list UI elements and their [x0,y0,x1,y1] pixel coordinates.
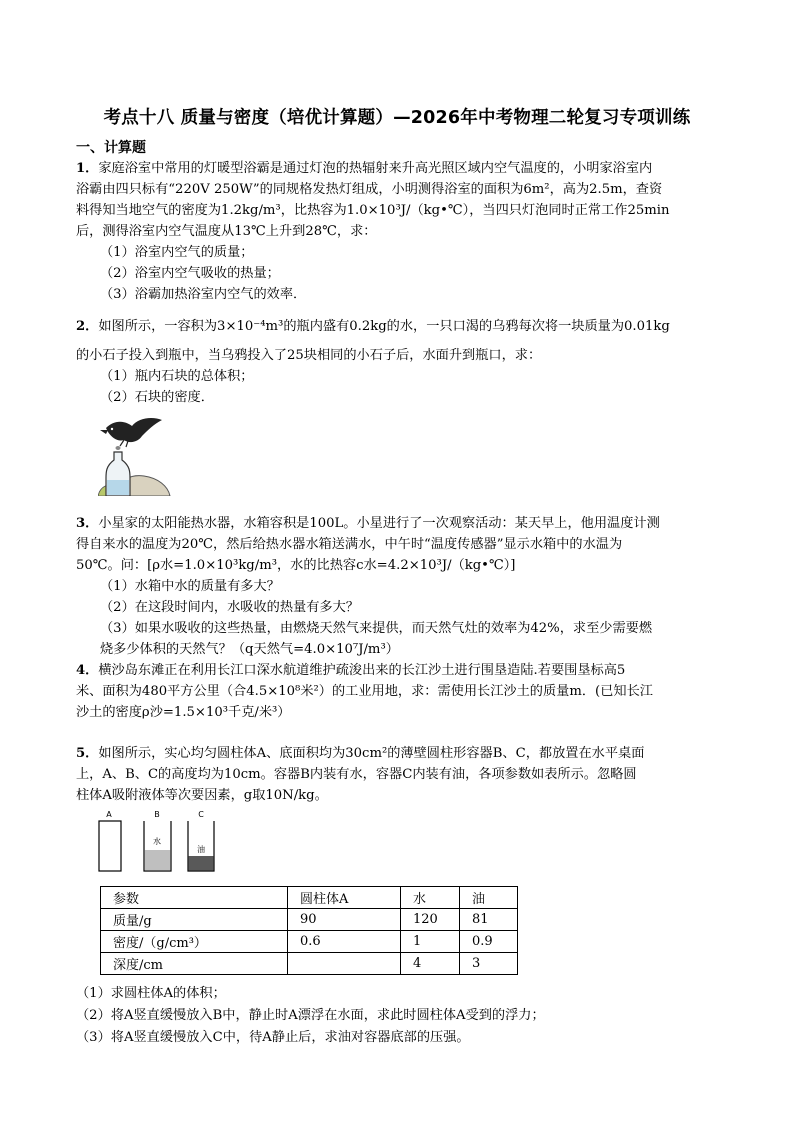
q2-sub-2: （2）石块的密度． [100,390,214,405]
table-cell: 0.9 [460,931,518,953]
table-header-cell: 圆柱体A [288,887,401,909]
table-cell [288,953,401,975]
q1-line-4: 后，测得浴室内空气温度从13℃上升到28℃，求： [76,224,377,239]
q5-line-3: 柱体A吸附液体等次要因素，g取10N/kg。 [76,788,328,803]
q3-line-1 [76,513,660,534]
table-cell: 120 [401,909,460,931]
q5-line-1 [76,743,644,764]
containers-figure [96,808,226,874]
q4-line-2: 米、面积为480平方公里（合4.5×10⁸米²）的工业用地，求：需使用长江沙土的质量m．(已知长江 [76,684,653,699]
q2-text: 如图所示，一容积为3×10⁻⁴m³的瓶内盛有0.2kg的水，一只口渴的乌鸦每次将一块质量为0.01kg [98,319,670,334]
q3-sub-3a: （3）如果水吸收的这些热量，由燃烧天然气来提供，而天然气灶的效率为42%，求至少需要燃 [100,621,653,636]
q3-number: 3． [76,516,99,531]
q3-text: 小星家的太阳能热水器，水箱容积是100L。小星进行了一次观察活动：某天早上，他用温度计测 [98,516,660,531]
q5-line-2: 上，A、B、C的高度均为10cm。容器B内装有水，容器C内装有油，各项参数如表所示。忽略圆 [76,767,637,782]
q4-line-3: 沙土的密度ρ沙=1.5×10³千克/米³） [76,705,291,720]
water-fill [145,850,171,870]
q4-line-1 [76,660,625,681]
cylinder-a-label: A [106,810,112,819]
table-row [101,909,518,931]
table-cell: 0.6 [288,931,401,953]
table-cell: 4 [401,953,460,975]
table-cell: 3 [460,953,518,975]
table-cell: 密度/（g/cm³） [101,931,288,953]
q1-line-3: 料得知当地空气的密度为1.2kg/m³，比热容为1.0×10³J/（kg•℃），当四只灯泡同时正常工作25min [76,203,670,218]
q1-line-2: 浴霸由四只标有“220V 250W”的同规格发热灯组成，小明测得浴室的面积为6m²，高为2.5m，查资 [76,182,663,197]
q5-sub-2: （2）将A竖直缓慢放入B中，静止时A漂浮在水面，求此时圆柱体A受到的浮力； [76,1008,545,1023]
water-label: 水 [153,837,161,846]
q1-sub-1: （1）浴室内空气的质量； [100,245,254,260]
q2-sub-1: （1）瓶内石块的总体积； [100,369,254,384]
q2-line-2: 的小石子投入到瓶中，当乌鸦投入了25块相同的小石子后，水面升到瓶口，求： [76,348,542,363]
table-row [101,931,518,953]
cylinder-a [99,821,121,871]
q3-sub-1: （1）水箱中水的质量有多大？ [100,579,280,594]
q5-sub-1: （1）求圆柱体A的体积； [76,986,226,1001]
table-cell: 质量/g [101,909,288,931]
table-cell: 90 [288,909,401,931]
section-heading: 一、计算题 [76,140,146,156]
table-cell: 深度/cm [101,953,288,975]
q1-line-1 [76,158,652,179]
q5-sub-3: （3）将A竖直缓慢放入C中，待A静止后，求油对容器底部的压强。 [76,1030,470,1045]
table-cell: 1 [401,931,460,953]
q4-text: 横沙岛东滩正在利用长江口深水航道维护疏浚出来的长江沙土进行围垦造陆.若要围垦标高5 [98,663,626,678]
parameter-table [100,886,518,975]
q3-line-2: 得自来水的温度为20℃，然后给热水器水箱送满水，中午时“温度传感器”显示水箱中的水温为 [76,537,623,552]
page-title: 考点十八 质量与密度（培优计算题）—2026年中考物理二轮复习专项训练 [103,108,691,128]
table-cell: 81 [460,909,518,931]
q1-sub-3: （3）浴霸加热浴室内空气的效率． [100,287,307,302]
q2-line-1 [76,316,670,337]
table-row [101,953,518,975]
q3-sub-3b: 烧多少体积的天然气？（q天然气=4.0×10⁷J/m³） [100,642,399,657]
table-header-cell: 水 [401,887,460,909]
q5-text: 如图所示，实心均匀圆柱体A、底面积均为30cm²的薄壁圆柱形容器B、C，都放置在水平桌面 [98,746,645,761]
q3-line-3: 50℃。问：[ρ水=1.0×10³kg/m³，水的比热容c水=4.2×10³J/（kg•℃）] [76,558,516,573]
table-header-cell: 油 [460,887,518,909]
q1-number: 1． [76,161,99,176]
container-b-label: B [154,810,160,819]
q4-number: 4． [76,663,99,678]
oil-fill [189,856,214,870]
crow-bottle-illustration [98,416,172,496]
table-header-cell: 参数 [101,887,288,909]
oil-label: 油 [197,845,205,854]
q1-text: 家庭浴室中常用的灯暖型浴霸是通过灯泡的热辐射来升高光照区域内空气温度的，小明家浴室内 [98,161,653,176]
container-c-label: C [198,810,204,819]
q3-sub-2: （2）在这段时间内，水吸收的热量有多大？ [100,600,359,615]
table-header-row [101,887,518,909]
q1-sub-2: （2）浴室内空气吸收的热量； [100,266,280,281]
q5-number: 5． [76,746,99,761]
q2-number: 2． [76,319,99,334]
